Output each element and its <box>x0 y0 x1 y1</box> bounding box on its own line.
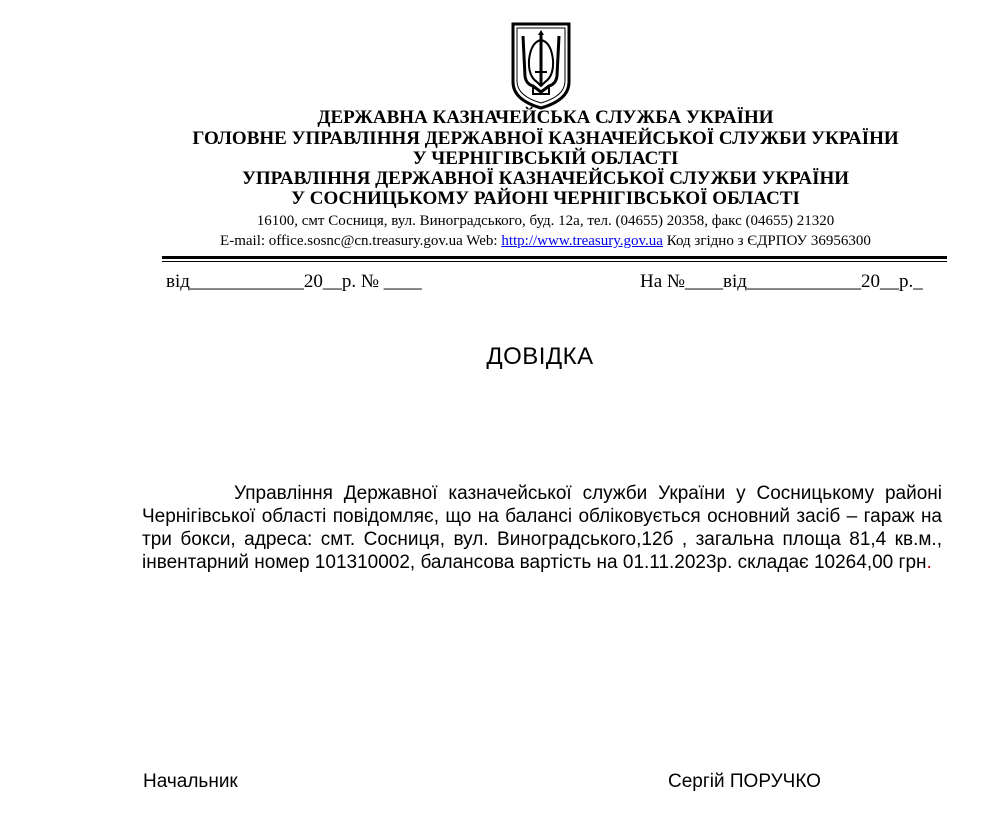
letterhead-line-district: У СОСНИЦЬКОМУ РАЙОНІ ЧЕРНІГІВСЬКОЇ ОБЛАСТІ <box>291 188 800 209</box>
coat-of-arms-icon <box>509 20 573 110</box>
email-web-label: E-mail: office.sosnc@cn.treasury.gov.ua Web: <box>220 233 502 249</box>
signatory-position: Начальник <box>143 771 238 792</box>
letterhead-divider-thick <box>162 256 947 259</box>
signatory-name: Сергій ПОРУЧКО <box>668 771 821 792</box>
document-body-end: . <box>926 552 932 573</box>
letterhead-line-agency: ДЕРЖАВНА КАЗНАЧЕЙСЬКА СЛУЖБА УКРАЇНИ <box>317 107 774 128</box>
letterhead-line-main-office: ГОЛОВНЕ УПРАВЛІННЯ ДЕРЖАВНОЇ КАЗНАЧЕЙСЬКОЇ СЛУЖБИ УКРАЇНИ <box>192 128 899 149</box>
treasury-web-link[interactable]: http://www.treasury.gov.ua <box>501 233 663 249</box>
document-body-text: Управління Державної казначейської служби України у Сосницькому районі Чернігівської області повідомляє, що на балансі обліковується основний засіб – гараж на три бокси, адреса: смт. Сосниця, вул. Виноградського,12б , загальна площа 81,4 кв.м., інвентарний номер 101310002, балансова вартість на 01.11.2023р. складає 10264,00 грн <box>142 483 942 573</box>
edrpou-code: Код згідно з ЄДРПОУ 36956300 <box>662 233 871 249</box>
document-title: ДОВІДКА <box>486 343 594 370</box>
letterhead-line-region: У ЧЕРНІГІВСЬКІЙ ОБЛАСТІ <box>412 148 679 169</box>
letterhead-contacts <box>52 232 987 250</box>
letterhead-divider-thin <box>162 261 947 262</box>
letterhead-address: 16100, смт Сосниця, вул. Виноградського, буд. 12а, тел. (04655) 20358, факс (04655) 21320 <box>256 213 835 229</box>
document-body <box>142 482 942 574</box>
outgoing-reference: від____________20__р. № ____ <box>166 271 422 292</box>
incoming-reference: На №____від____________20__р._ <box>640 271 923 292</box>
letterhead-line-office: УПРАВЛІННЯ ДЕРЖАВНОЇ КАЗНАЧЕЙСЬКОЇ СЛУЖБИ УКРАЇНИ <box>241 168 850 189</box>
